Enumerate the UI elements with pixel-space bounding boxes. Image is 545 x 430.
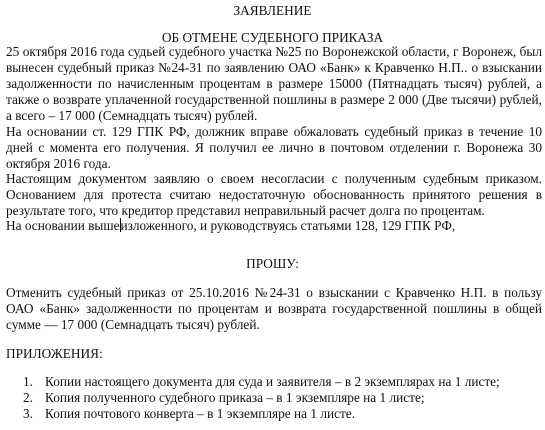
appendix-item-text: Копии настоящего документа для суда и заявителя – в 2 экземплярах на 1 листе; (45, 374, 500, 389)
appendix-item-text: Копия почтового конверта – в 1 экземпляре на 1 листе. (45, 406, 356, 421)
appendix-heading: ПРИЛОЖЕНИЯ: (6, 346, 103, 361)
request-text: Отменить судебный приказ от 25.10.2016 №24-31 о взыскании с Кравченко Н.П. в пользу ОАО «Банк» задолженности по процентам и возврата государственной пошлины в общей сумме — 17 000 (Семнадцать тысяч) рублей. (6, 285, 542, 332)
appendix-item (8, 406, 500, 422)
appendix-item (8, 374, 500, 390)
document-title: ЗАЯВЛЕНИЕ (233, 3, 312, 18)
paragraph-legal-basis: На основании ст. 129 ГПК РФ, должник вправе обжаловать судебный приказ в течение 10 дней с момента его получения. Я получил ее лично в почтовом отделении г. Воронежа 30 октября 2016 года. (6, 124, 542, 171)
closing-text-part1: На основании выше (6, 218, 120, 233)
appendix-list (8, 374, 500, 422)
appendix-item-number: 3. (23, 406, 33, 421)
paragraph-court-order: 25 октября 2016 года судьей судебного участка №25 по Воронежской области, г Воронеж, был вынесен судебный приказ №24-31 по заявлению ОАО «Банк» к Кравченко Н.П.. о взыскании задолженности по начисленным процентам в размере 15000 (Пятнадцать тысяч) рублей, а также о возврате уплаченной государственной пошлины в размере 2 000 (Две тысячи) рублей, а всего – 17 000 (Семнадцать тысяч) рублей. (6, 44, 542, 123)
closing-text-part2: изложенного, и руководствуясь статьями 128, 129 ГПК РФ, (120, 218, 456, 233)
document-subtitle: ОБ ОТМЕНЕ СУДЕБНОГО ПРИКАЗА (161, 30, 384, 45)
appendix-item-number: 2. (23, 390, 33, 405)
paragraph-closing (6, 218, 542, 234)
paragraph-objection: Настоящим документом заявляю о своем несогласии с полученным судебным приказом. Основанием для протеста считаю недостаточную обоснованность принятого решения в результате того, что кредитор представил неправильный расчет долга по процентам. (6, 171, 542, 218)
appendix-item (8, 390, 500, 406)
appendix-item-number: 1. (23, 374, 33, 389)
appendix-item-text: Копия полученного судебного приказа – в 1 экземпляре на 1 листе; (45, 390, 425, 405)
request-heading: ПРОШУ: (246, 256, 299, 271)
